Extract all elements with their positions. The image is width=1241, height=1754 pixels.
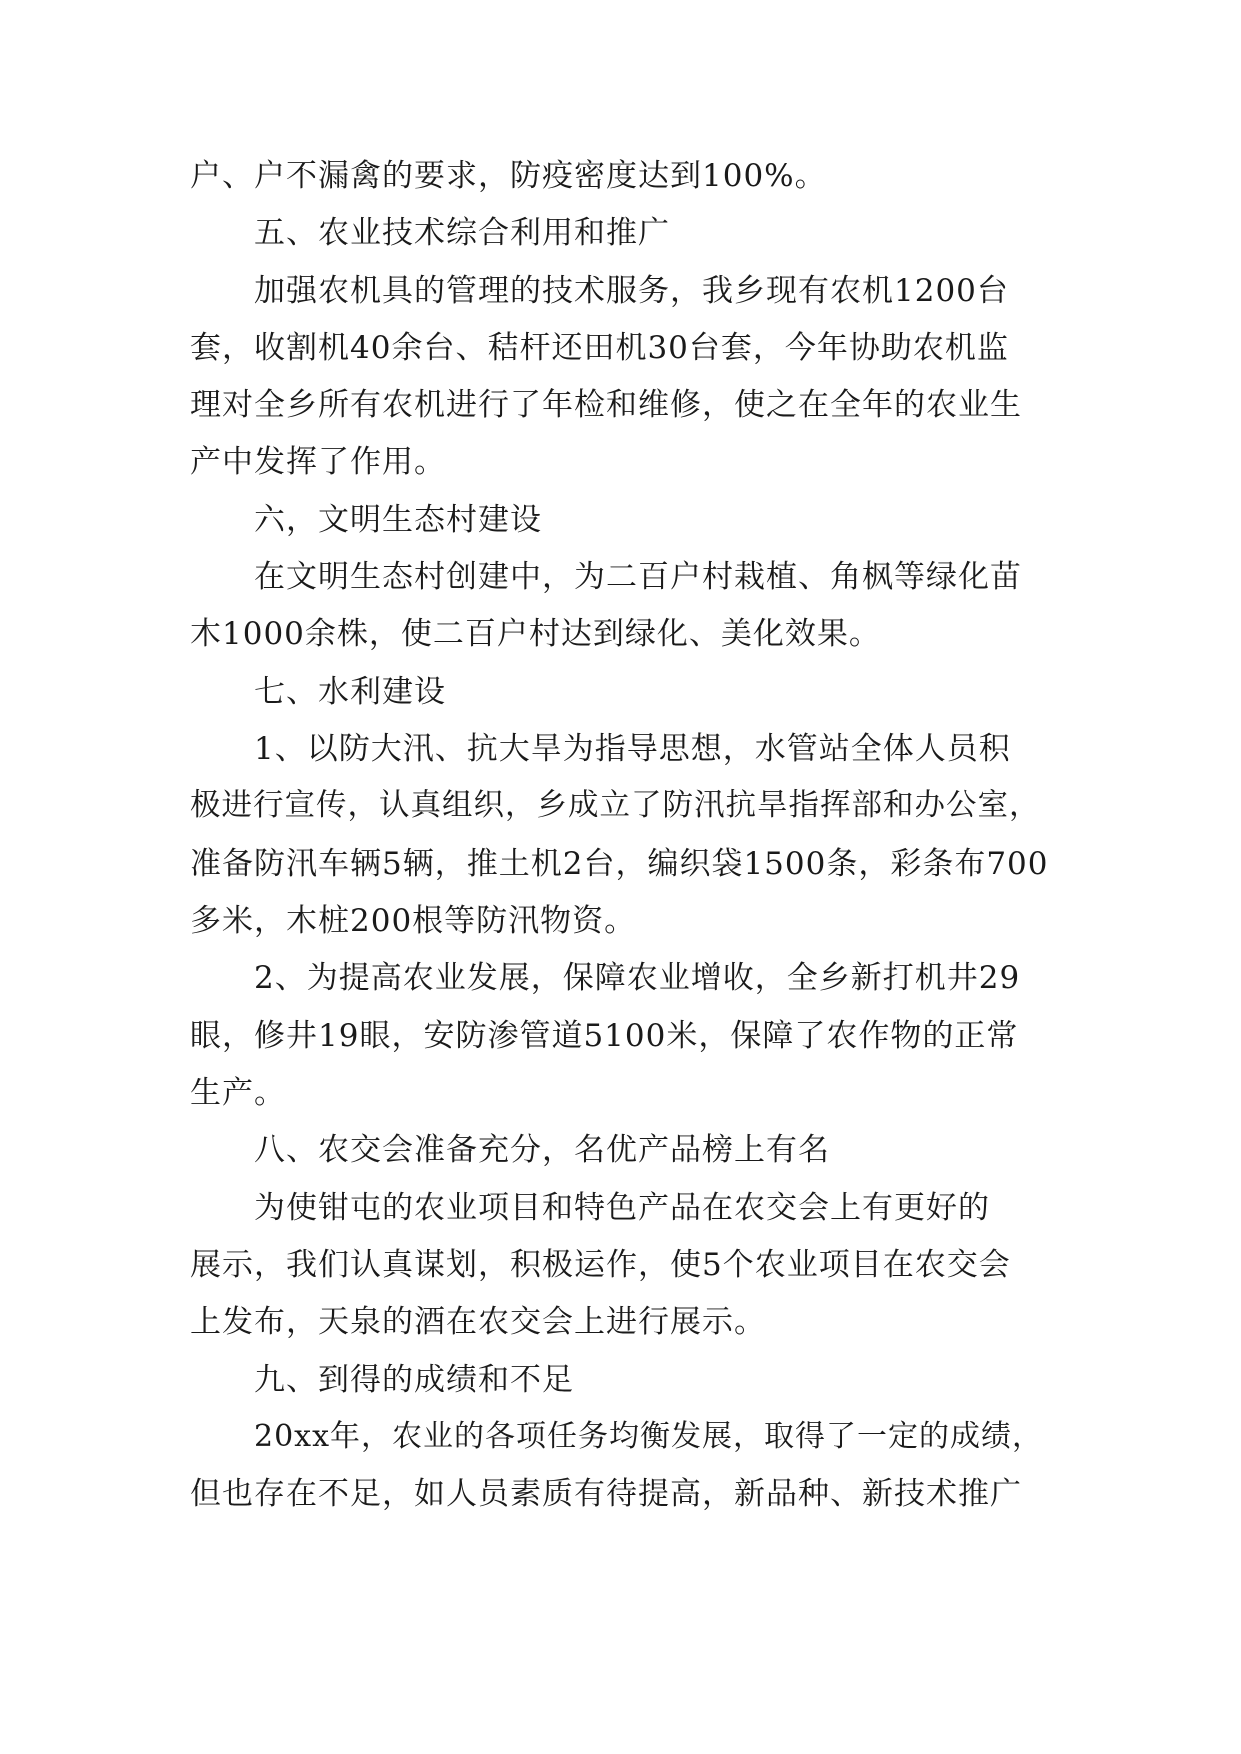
- text-line: 户、户不漏禽的要求，防疫密度达到100%。: [190, 158, 827, 194]
- text-line: 2、为提高农业发展，保障农业增收，全乡新打机井29: [254, 960, 1021, 996]
- text-line: 产中发挥了作用。: [190, 444, 446, 480]
- text-line: 生产。: [190, 1075, 286, 1111]
- text-line: 套，收割机40余台、秸杆还田机30台套，今年协助农机监: [190, 330, 1009, 366]
- text-line: 准备防汛车辆5辆，推土机2台，编织袋1500条，彩条布700: [190, 846, 1049, 882]
- text-line: 20xx年，农业的各项任务均衡发展，取得了一定的成绩，: [254, 1419, 1044, 1454]
- text-line: 上发布，天泉的酒在农交会上进行展示。: [190, 1304, 766, 1340]
- text-line: 极进行宣传，认真组织，乡成立了防汛抗旱指挥部和办公室，: [190, 788, 1041, 823]
- text-line: 眼，修井19眼，安防渗管道5100米，保障了农作物的正常: [190, 1018, 1019, 1054]
- section-heading: 九、到得的成绩和不足: [254, 1362, 574, 1398]
- section-heading: 八、农交会准备充分，名优产品榜上有名: [254, 1132, 830, 1168]
- section-heading: 六，文明生态村建设: [254, 502, 542, 538]
- text-line: 在文明生态村创建中，为二百户村栽植、角枫等绿化苗: [254, 559, 1022, 595]
- section-heading: 五、农业技术综合利用和推广: [254, 215, 670, 251]
- text-line: 为使钳屯的农业项目和特色产品在农交会上有更好的: [254, 1190, 990, 1226]
- text-line: 理对全乡所有农机进行了年检和维修，使之在全年的农业生: [190, 387, 1022, 423]
- text-line: 1、以防大汛、抗大旱为指导思想，水管站全体人员积: [254, 731, 1011, 767]
- section-heading: 七、水利建设: [254, 674, 446, 710]
- text-line: 多米，木桩200根等防汛物资。: [190, 903, 637, 939]
- text-line: 但也存在不足，如人员素质有待提高，新品种、新技术推广: [190, 1476, 1022, 1512]
- text-line: 木1000余株，使二百户村达到绿化、美化效果。: [190, 616, 881, 652]
- text-line: 加强农机具的管理的技术服务，我乡现有农机1200台: [254, 273, 1009, 309]
- text-line: 展示，我们认真谋划，积极运作，使5个农业项目在农交会: [190, 1247, 1011, 1283]
